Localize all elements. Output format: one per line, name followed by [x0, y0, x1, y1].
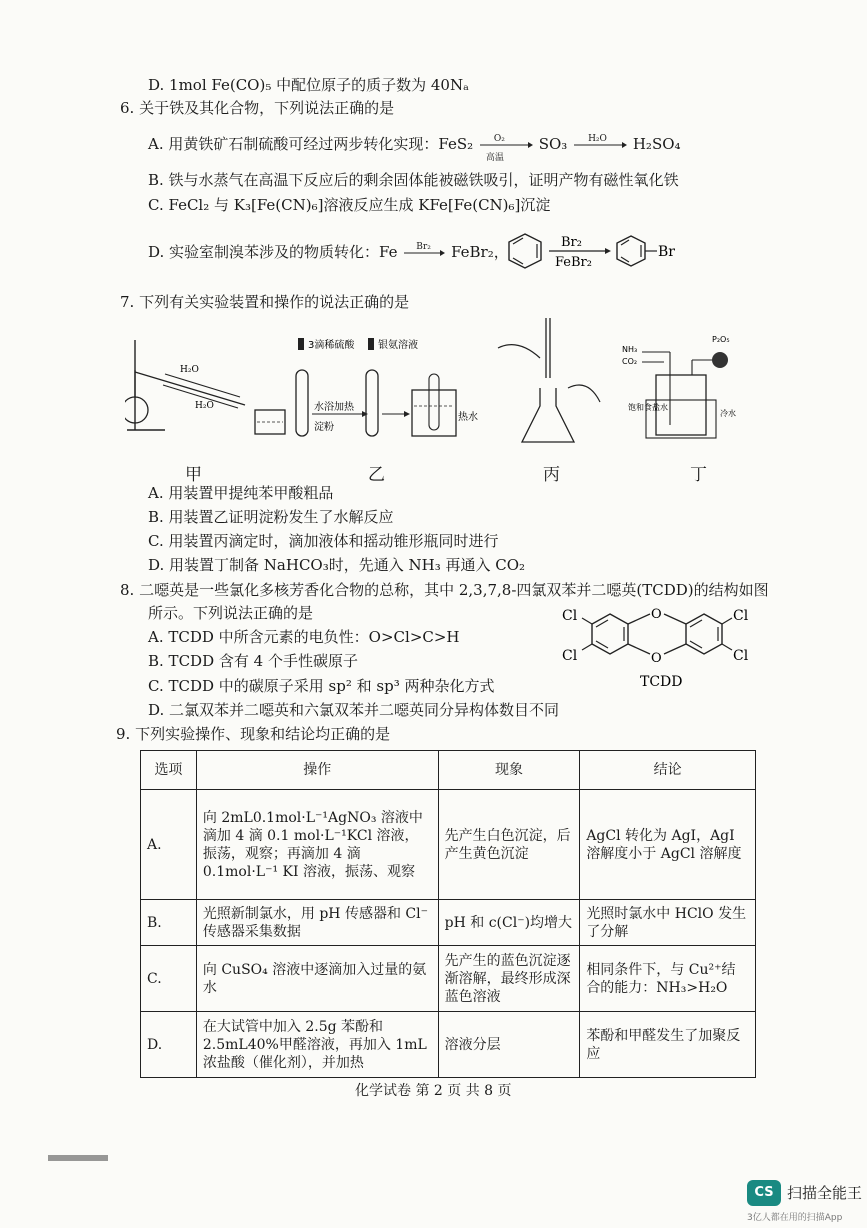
tcdd-structure	[560, 600, 760, 692]
label-cold-water: 冷水	[720, 409, 736, 418]
row-conclusion: AgCl 转化为 AgI，AgI 溶解度小于 AgCl 溶解度	[580, 790, 756, 900]
table-row	[141, 790, 756, 900]
q6-option-d	[148, 242, 509, 263]
arrow-condition: O₂	[493, 134, 505, 144]
label-co2: CO₂	[622, 357, 638, 366]
table-row	[141, 900, 756, 946]
q9-table	[140, 750, 756, 1078]
test-tube-2	[366, 370, 378, 436]
q6-option-c: C. FeCl₂ 与 K₃[Fe(CN)₆]溶液反应生成 KFe[Fe(CN)₆]沉淀	[148, 196, 551, 214]
row-conclusion: 相同条件下，与 Cu²⁺结合的能力：NH₃>H₂O	[580, 946, 756, 1012]
chlorine-label: Cl	[733, 648, 749, 664]
q8-option-c: C. TCDD 中的碳原子采用 sp² 和 sp³ 两种杂化方式	[148, 677, 495, 695]
left-benzene-ring	[592, 614, 628, 654]
hot-water-beaker	[412, 390, 456, 436]
q6-a-prefix: A. 用黄铁矿石制硫酸可经过两步转化实现：FeS₂	[148, 135, 474, 153]
row-option: A.	[141, 790, 197, 900]
reaction-arrow	[402, 243, 446, 263]
q8-option-a: A. TCDD 中所含元素的电负性：O>Cl>C>H	[148, 628, 460, 646]
arrow-condition-bottom: FeBr₂	[555, 255, 592, 270]
row-option: C.	[141, 946, 197, 1012]
row-operation: 向 2mL0.1mol·L⁻¹AgNO₃ 溶液中滴加 4 滴 0.1 mol·L⁻¹KCl 溶液，振荡，观察；再滴加 4 滴 0.1mol·L⁻¹ KI 溶液，振荡、观察	[196, 790, 438, 900]
bromine-label: Br	[658, 244, 675, 260]
caption-ding: 丁	[690, 465, 707, 485]
row-phenomenon: 先产生白色沉淀，后产生黄色沉淀	[438, 790, 580, 900]
header-phenomenon: 现象	[438, 751, 580, 790]
label-water-bath: 水浴加热	[314, 402, 354, 413]
tcdd-caption: TCDD	[640, 674, 683, 690]
drying-tube	[712, 352, 728, 368]
row-operation: 向 CuSO₄ 溶液中逐滴加入过量的氨水	[196, 946, 438, 1012]
q7-option-b: B. 用装置乙证明淀粉发生了水解反应	[148, 508, 394, 526]
q6-d-prefix: D. 实验室制溴苯涉及的物质转化：Fe	[148, 243, 398, 261]
table-row	[141, 1012, 756, 1078]
row-operation: 光照新制氯水，用 pH 传感器和 Cl⁻ 传感器采集数据	[196, 900, 438, 946]
oxygen-top: O	[651, 607, 662, 622]
q5-option-d: D. 1mol Fe(CO)₅ 中配位原子的质子数为 40Nₐ	[148, 76, 469, 94]
table-row	[141, 946, 756, 1012]
chlorine-label: Cl	[562, 608, 578, 624]
arrow-condition-top: Br₂	[561, 235, 582, 250]
chlorine-label: Cl	[733, 608, 749, 624]
camscanner-name: 扫描全能王	[787, 1184, 863, 1202]
oxygen-bottom: O	[651, 651, 662, 666]
label-p2o5: P₂O₅	[712, 335, 730, 344]
scan-artifact	[48, 1155, 108, 1161]
label-water-bottom: H₂O	[195, 401, 214, 411]
q7-option-c: C. 用装置丙滴定时，滴加液体和摇动锥形瓶同时进行	[148, 532, 499, 550]
q7-option-d: D. 用装置丁制备 NaHCO₃时，先通入 NH₃ 再通入 CO₂	[148, 556, 526, 574]
left-hand	[498, 345, 540, 358]
row-conclusion: 苯酚和甲醛发生了加聚反应	[580, 1012, 756, 1078]
arrow-condition: 高温	[485, 153, 504, 163]
row-conclusion: 光照时氯水中 HClO 发生了分解	[580, 900, 756, 946]
right-hand	[568, 385, 600, 402]
table-header-row	[141, 751, 756, 790]
q9-stem: 9. 下列实验操作、现象和结论均正确的是	[116, 725, 391, 743]
header-operation: 操作	[196, 751, 438, 790]
q6-a-mid: SO₃	[538, 135, 568, 153]
caption-bing: 丙	[543, 465, 560, 485]
q7-option-a: A. 用装置甲提纯苯甲酸粗品	[148, 484, 334, 502]
label-water-top: H₂O	[180, 365, 199, 375]
q8-option-b: B. TCDD 含有 4 个手性碳原子	[148, 652, 358, 670]
benzene-bromination-scheme	[497, 228, 687, 276]
label-nh3: NH₃	[622, 345, 638, 354]
apparatus-bing	[488, 318, 608, 448]
q8-stem-line1: 8. 二噁英是一些氯化多核芳香化合物的总称，其中 2,3,7,8-四氯双苯并二噁英(TCDD)的结构如图	[120, 581, 769, 599]
page-footer: 化学试卷 第 2 页 共 8 页	[355, 1083, 512, 1099]
q8-option-d: D. 二氯双苯并二噁英和六氯双苯并二噁英同分异构体数目不同	[148, 701, 560, 719]
q6-stem: 6. 关于铁及其化合物，下列说法正确的是	[120, 99, 395, 117]
q7-stem: 7. 下列有关实验装置和操作的说法正确的是	[120, 293, 410, 311]
q6-option-b: B. 铁与水蒸气在高温下反应后的剩余固体能被磁铁吸引，证明产物有磁性氧化铁	[148, 171, 679, 189]
apparatus-ding	[620, 330, 755, 445]
q8-stem-line2: 所示。下列说法正确的是	[148, 604, 314, 622]
q6-option-a	[148, 134, 681, 163]
right-benzene-ring	[686, 614, 722, 654]
apparatus-yi	[292, 330, 482, 445]
chlorine-label: Cl	[562, 648, 578, 664]
camscanner-watermark	[747, 1180, 867, 1228]
q6-a-end: H₂SO₄	[632, 135, 681, 153]
conical-flask	[522, 388, 574, 442]
label-brine: 饱和食盐水	[628, 403, 668, 412]
condenser	[135, 372, 245, 405]
row-option: B.	[141, 900, 197, 946]
row-operation: 在大试管中加入 2.5g 苯酚和 2.5mL40%甲醛溶液，再加入 1mL 浓盐酸（催化剂），并加热	[196, 1012, 438, 1078]
row-phenomenon: 溶液分层	[438, 1012, 580, 1078]
reaction-arrow	[478, 134, 534, 163]
header-option: 选项	[141, 751, 197, 790]
row-phenomenon: 先产生的蓝色沉淀逐渐溶解，最终形成深蓝色溶液	[438, 946, 580, 1012]
label-dilute-acid: 3滴稀硫酸	[308, 340, 355, 351]
caption-jia: 甲	[185, 465, 202, 485]
label-starch: 淀粉	[314, 422, 334, 433]
camscanner-tagline: 3亿人都在用的扫描App	[747, 1213, 843, 1223]
camscanner-logo-icon: CS	[747, 1180, 781, 1206]
q6-d-mid: FeBr₂，	[451, 243, 509, 261]
label-silver-ammonia: 银氨溶液	[378, 340, 418, 351]
arrow-condition: H₂O	[588, 134, 607, 144]
row-option: D.	[141, 1012, 197, 1078]
apparatus-jia	[125, 330, 290, 440]
test-tube-1	[296, 370, 308, 436]
round-flask	[125, 397, 148, 423]
caption-yi: 乙	[368, 465, 385, 485]
benzene-ring	[509, 234, 541, 268]
arrow-condition: Br₂	[416, 242, 431, 252]
label-hot-water: 热水	[458, 412, 478, 423]
reaction-arrow	[572, 135, 628, 155]
row-phenomenon: pH 和 c(Cl⁻)均增大	[438, 900, 580, 946]
header-conclusion: 结论	[580, 751, 756, 790]
